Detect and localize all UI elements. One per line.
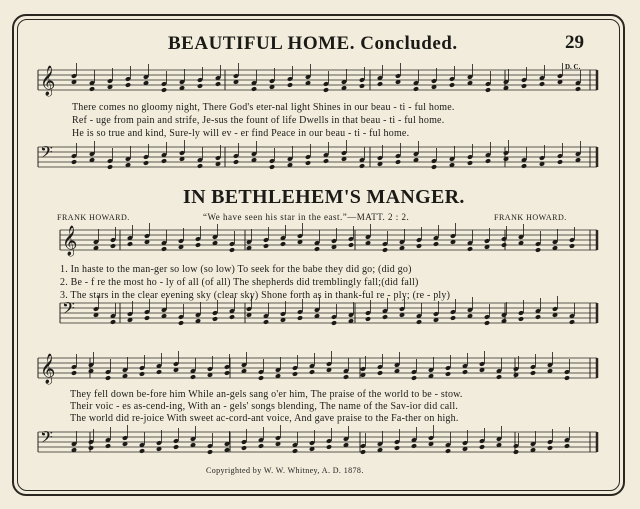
hymn1-verse-1: There comes no gloomy night, There God's eter-nal light Shines in our beau - ti - ful home.	[72, 102, 455, 113]
page-title: BEAUTIFUL HOME. Concluded.	[168, 33, 458, 54]
note-head	[416, 319, 422, 325]
note-head	[110, 319, 116, 325]
hymn2-verse-2a: 2. Be - f re the most ho - ly of all (of all) The shepherds did tremblingly fall;(did fall)	[60, 277, 419, 288]
note-head	[263, 243, 269, 249]
note-head	[484, 320, 490, 326]
hymn2-scripture: “We have seen his star in the east.”—MATT. 2 : 2.	[203, 212, 410, 222]
note-head	[450, 315, 456, 321]
note-head	[433, 241, 439, 247]
note-head	[431, 164, 437, 170]
dc-mark: D. C.	[565, 63, 581, 71]
note-head	[331, 320, 337, 326]
note-head	[139, 448, 145, 454]
note-head	[178, 320, 184, 326]
note-head	[348, 242, 354, 248]
note-head	[110, 243, 116, 249]
note-head	[377, 81, 383, 87]
note-head	[105, 443, 111, 449]
hymn2-verse-1a: 1. In haste to the man-ger so low (so low) To seek for the babe they did go; (did go)	[60, 264, 412, 275]
note-head	[569, 243, 575, 249]
note-head	[258, 375, 264, 381]
note-head	[479, 444, 485, 450]
note-head	[156, 369, 162, 375]
note-head	[535, 247, 541, 253]
note-head	[411, 375, 417, 381]
note-head	[530, 370, 536, 376]
note-head	[143, 160, 149, 166]
treble-clef-icon: 𝄞	[62, 226, 78, 256]
hymn2-title: IN BETHLEHEM'S MANGER.	[183, 186, 465, 208]
note-head	[215, 81, 221, 87]
note-head	[88, 445, 94, 451]
note-head	[207, 449, 213, 455]
hymn1-verse-3: He is so true and kind, Sure-ly will ev - er find Peace in our beau - ti - ful home.	[72, 128, 410, 139]
note-head	[105, 375, 111, 381]
note-head	[251, 86, 257, 92]
note-head	[309, 369, 315, 375]
note-head	[521, 163, 527, 169]
note-head	[496, 374, 502, 380]
bass-clef-icon: 𝄢	[62, 298, 75, 322]
note-head	[190, 374, 196, 380]
note-head	[365, 316, 371, 322]
note-head	[287, 82, 293, 88]
note-head	[197, 83, 203, 89]
note-head	[292, 448, 298, 454]
note-head	[161, 87, 167, 93]
note-head	[445, 448, 451, 454]
note-head	[377, 370, 383, 376]
note-head	[547, 445, 553, 451]
note-head	[513, 449, 519, 455]
note-head	[416, 243, 422, 249]
note-head	[173, 444, 179, 450]
note-head	[343, 374, 349, 380]
hymn2-author-right: FRANK HOWARD.	[494, 213, 567, 222]
note-head	[564, 443, 570, 449]
page-number: 29	[565, 32, 584, 53]
note-head	[521, 83, 527, 89]
note-head	[161, 158, 167, 164]
note-head	[557, 159, 563, 165]
note-head	[569, 319, 575, 325]
note-head	[445, 371, 451, 377]
note-head	[314, 246, 320, 252]
note-head	[212, 316, 218, 322]
note-head	[280, 241, 286, 247]
note-head	[359, 163, 365, 169]
note-head	[297, 315, 303, 321]
note-head	[411, 443, 417, 449]
note-head	[241, 445, 247, 451]
note-head	[359, 83, 365, 89]
note-head	[233, 159, 239, 165]
note-head	[360, 449, 366, 455]
note-head	[144, 315, 150, 321]
note-head	[195, 242, 201, 248]
note-head	[395, 159, 401, 165]
note-head	[467, 246, 473, 252]
note-head	[564, 375, 570, 381]
note-head	[161, 246, 167, 252]
treble-clef-icon: 𝄞	[40, 354, 56, 384]
hymn2-author-left: FRANK HOWARD.	[57, 213, 130, 222]
note-head	[71, 159, 77, 165]
note-head	[382, 247, 388, 253]
note-head	[535, 314, 541, 320]
note-head	[462, 369, 468, 375]
note-head	[485, 87, 491, 93]
hymn2-verse-3a: 3. The stars in the clear evening sky (clear sky) Shone forth as in thank-ful re - ply; (re - ply)	[60, 290, 451, 301]
hymn2-verse-3b: The world did re-joice With sweet ac-cord-ant voice, And gave praise to the Fa-ther on high.	[70, 413, 459, 424]
hymn1-verse-2: Ref - uge from pain and strife, Je-sus the fount of life Dwells in that beau - ti - ful home.	[72, 115, 445, 126]
note-head	[575, 86, 581, 92]
copyright-notice: Copyrighted by W. W. Whitney, A. D. 1878.	[206, 466, 364, 475]
note-head	[326, 444, 332, 450]
note-head	[292, 371, 298, 377]
note-head	[139, 371, 145, 377]
note-head	[224, 370, 230, 376]
hymn2-verse-2b: Their voic - es as-cend-ing, With an - gels' songs blending, The name of the Sav-ior did call.	[70, 401, 459, 412]
note-head	[263, 319, 269, 325]
note-head	[107, 164, 113, 170]
bass-clef-icon: 𝄢	[40, 427, 53, 451]
note-head	[258, 443, 264, 449]
note-head	[71, 370, 77, 376]
note-head	[413, 86, 419, 92]
note-head	[305, 160, 311, 166]
hymn2-verse-1b: They fell down be-fore him While an-gels sang o'er him, The praise of the world to be - stow.	[70, 389, 463, 400]
note-head	[323, 87, 329, 93]
note-head	[539, 81, 545, 87]
note-head	[394, 445, 400, 451]
note-head	[382, 314, 388, 320]
note-head	[501, 242, 507, 248]
treble-clef-icon: 𝄞	[40, 66, 56, 96]
note-head	[125, 82, 131, 88]
note-head	[518, 316, 524, 322]
note-head	[229, 247, 235, 253]
note-head	[323, 158, 329, 164]
note-head	[449, 82, 455, 88]
note-head	[269, 164, 275, 170]
note-head	[197, 163, 203, 169]
note-head	[127, 241, 133, 247]
note-head	[89, 86, 95, 92]
note-head	[229, 314, 235, 320]
note-head	[485, 158, 491, 164]
note-head	[467, 160, 473, 166]
bass-clef-icon: 𝄢	[40, 142, 53, 166]
